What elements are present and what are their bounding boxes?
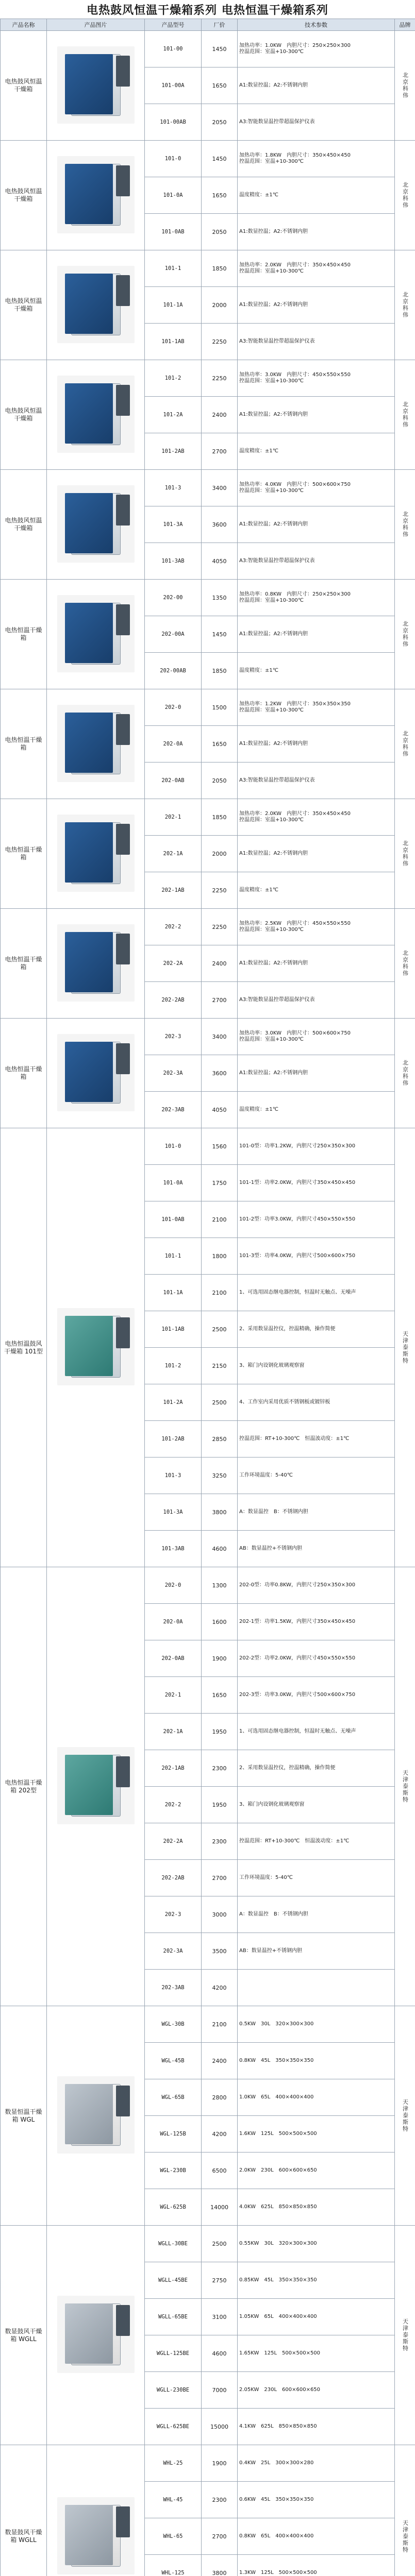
tech-spec: 2、采用数显温控仪，控温精确，操作简便 — [238, 1311, 395, 1348]
factory-price: 2050 — [202, 214, 238, 250]
factory-price: 2100 — [202, 1201, 238, 1238]
factory-price: 2500 — [202, 2226, 238, 2262]
model-number: 202-0A — [145, 726, 202, 762]
brand: 天津泰斯特 — [395, 2445, 415, 2576]
product-image-cell — [47, 31, 145, 141]
oven-product-image — [57, 705, 135, 782]
factory-price: 2400 — [202, 945, 238, 982]
product-image-cell — [47, 580, 145, 689]
factory-price: 1650 — [202, 726, 238, 762]
factory-price: 1800 — [202, 1238, 238, 1275]
factory-price: 2800 — [202, 2079, 238, 2116]
product-image-cell — [47, 799, 145, 909]
table-row — [1, 689, 415, 726]
tech-spec: A3:智能数显温控带超温保护仪表 — [238, 543, 395, 580]
product-name: 电热鼓风恒温干燥箱 — [1, 470, 47, 580]
header-spec: 技术参数 — [238, 19, 395, 31]
tech-spec: 2、采用数显温控仪，控温精确，操作简便 — [238, 1750, 395, 1787]
model-number: 202-3AB — [145, 1970, 202, 2006]
model-number: 202-1AB — [145, 872, 202, 909]
factory-price: 2000 — [202, 287, 238, 324]
tech-spec: 1、可选用固态继电器控制，恒温时无触点、无噪声 — [238, 1714, 395, 1750]
tech-spec: A1:数显控温；A2:不锈钢内胆 — [238, 287, 395, 324]
tech-spec: 加热功率：2.5KW 内胆尺寸：450×550×550 控温范围：室温+10-300℃ — [238, 909, 395, 945]
tech-spec: 控温范围：RT+10-300℃ 恒温波动度：±1℃ — [238, 1421, 395, 1458]
model-number: WHL-65 — [145, 2518, 202, 2555]
table-row — [1, 2445, 415, 2482]
factory-price: 1900 — [202, 2445, 238, 2482]
model-number: WHL-125 — [145, 2555, 202, 2576]
tech-spec: A3:智能数显温控带超温保护仪表 — [238, 982, 395, 1019]
tech-spec: 加热功率：2.0KW 内胆尺寸：350×450×450 控温范围：室温+10-300℃ — [238, 250, 395, 287]
model-number: 202-0 — [145, 1567, 202, 1604]
factory-price: 3400 — [202, 470, 238, 506]
brand: 北京科伟 — [395, 580, 415, 689]
factory-price: 4600 — [202, 2335, 238, 2372]
tech-spec: A1:数显控温；A2:不锈钢内胆 — [238, 945, 395, 982]
model-number: WGLL-125BE — [145, 2335, 202, 2372]
factory-price: 2000 — [202, 836, 238, 872]
tech-spec: A：数显温控 B：不锈钢内胆 — [238, 1494, 395, 1531]
model-number: 202-00AB — [145, 653, 202, 689]
tech-spec: A1:数显控温；A2:不锈钢内胆 — [238, 616, 395, 653]
tech-spec: 加热功率：3.0KW 内胆尺寸：450×550×550 控温范围：室温+10-300℃ — [238, 360, 395, 397]
product-image-cell — [47, 470, 145, 580]
tech-spec: AB：数显温控+不锈钢内胆 — [238, 1531, 395, 1567]
tech-spec: 加热功率：3.0KW 内胆尺寸：500×600×750 控温范围：室温+10-300℃ — [238, 1019, 395, 1055]
factory-price: 4050 — [202, 1092, 238, 1128]
product-name: 数显鼓风干燥箱 WGLL — [1, 2445, 47, 2576]
tech-spec: A1:数显控温；A2:不锈钢内胆 — [238, 836, 395, 872]
product-name: 电热恒温鼓风干燥箱 101型 — [1, 1128, 47, 1567]
model-number: WGLL-65BE — [145, 2299, 202, 2335]
factory-price: 2700 — [202, 2518, 238, 2555]
tech-spec: A1:数显控温；A2:不锈钢内胆 — [238, 1055, 395, 1092]
model-number: 202-1AB — [145, 1750, 202, 1787]
product-name: 电热恒温干燥箱 — [1, 799, 47, 909]
factory-price: 1850 — [202, 653, 238, 689]
brand: 天津泰斯特 — [395, 1128, 415, 1567]
model-number: 202-00 — [145, 580, 202, 616]
table-row — [1, 1567, 415, 1604]
model-number: 101-3AB — [145, 543, 202, 580]
tech-spec: 温度精度：±1℃ — [238, 653, 395, 689]
factory-price: 15000 — [202, 2409, 238, 2445]
model-number: 101-00 — [145, 31, 202, 67]
model-number: WGL-625B — [145, 2189, 202, 2226]
model-number: 202-2 — [145, 1787, 202, 1823]
tech-spec: 温度精度：±1℃ — [238, 433, 395, 470]
model-number: 101-2A — [145, 1384, 202, 1421]
model-number: 202-1A — [145, 836, 202, 872]
tech-spec: 加热功率：0.8KW 内胆尺寸：250×250×300 控温范围：室温+10-300℃ — [238, 580, 395, 616]
oven-product-image — [57, 485, 135, 563]
tech-spec: 控温范围：RT+10-300℃ 恒温波动度：±1℃ — [238, 1823, 395, 1860]
tech-spec: 2.05KW 230L 600×600×650 — [238, 2372, 395, 2409]
product-table — [0, 19, 415, 2576]
tech-spec: 0.85KW 45L 350×350×350 — [238, 2262, 395, 2299]
factory-price: 2100 — [202, 2006, 238, 2043]
tech-spec: 加热功率：2.0KW 内胆尺寸：350×450×450 控温范围：室温+10-300℃ — [238, 799, 395, 836]
product-image-cell — [47, 909, 145, 1019]
product-image-cell — [47, 1128, 145, 1567]
factory-price: 3800 — [202, 2555, 238, 2576]
product-name: 电热鼓风恒温干燥箱 — [1, 141, 47, 250]
model-number: 202-3 — [145, 1896, 202, 1933]
factory-price: 2250 — [202, 909, 238, 945]
table-row — [1, 1019, 415, 1055]
tech-spec — [238, 1970, 395, 2006]
brand: 天津泰斯特 — [395, 1567, 415, 2006]
factory-price: 1950 — [202, 1787, 238, 1823]
factory-price: 1850 — [202, 250, 238, 287]
tech-spec: 101-3型：功率4.0KW，内胆尺寸500×600×750 — [238, 1238, 395, 1275]
brand: 北京科伟 — [395, 470, 415, 580]
product-name: 电热鼓风恒温干燥箱 — [1, 31, 47, 141]
factory-price: 2250 — [202, 360, 238, 397]
tech-spec: 1.05KW 65L 400×400×400 — [238, 2299, 395, 2335]
product-image-cell — [47, 2226, 145, 2445]
tech-spec: AB：数显温控+不锈钢内胆 — [238, 1933, 395, 1970]
factory-price: 1600 — [202, 1604, 238, 1640]
factory-price: 1650 — [202, 177, 238, 214]
model-number: 101-0 — [145, 1128, 202, 1165]
brand: 北京科伟 — [395, 360, 415, 470]
product-image-cell — [47, 2006, 145, 2226]
brand: 北京科伟 — [395, 141, 415, 250]
table-row — [1, 909, 415, 945]
factory-price: 1300 — [202, 1567, 238, 1604]
tech-spec: 202-3型：功率3.0KW，内胆尺寸500×600×750 — [238, 1677, 395, 1714]
model-number: 202-1A — [145, 1714, 202, 1750]
factory-price: 3100 — [202, 2299, 238, 2335]
factory-price: 3400 — [202, 1019, 238, 1055]
model-number: 101-00AB — [145, 104, 202, 141]
product-image-cell — [47, 1567, 145, 2006]
model-number: WGL-45B — [145, 2043, 202, 2079]
model-number: 202-3AB — [145, 1092, 202, 1128]
model-number: 202-2A — [145, 1823, 202, 1860]
model-number: 101-2 — [145, 360, 202, 397]
brand: 北京科伟 — [395, 909, 415, 1019]
product-image-cell — [47, 689, 145, 799]
model-number: 101-1A — [145, 287, 202, 324]
header-name: 产品名称 — [1, 19, 47, 31]
factory-price: 2400 — [202, 2043, 238, 2079]
factory-price: 3800 — [202, 1494, 238, 1531]
tech-spec: 1.65KW 125L 500×500×500 — [238, 2335, 395, 2372]
model-number: WGLL-625BE — [145, 2409, 202, 2445]
tech-spec: A1:数显控温；A2:不锈钢内胆 — [238, 67, 395, 104]
model-number: 101-1 — [145, 250, 202, 287]
model-number: 101-1A — [145, 1275, 202, 1311]
table-row — [1, 2226, 415, 2262]
product-image-cell — [47, 1019, 145, 1128]
factory-price: 14000 — [202, 2189, 238, 2226]
model-number: WGLL-30BE — [145, 2226, 202, 2262]
model-number: 101-2AB — [145, 433, 202, 470]
table-header-row — [1, 19, 415, 31]
factory-price: 1450 — [202, 31, 238, 67]
model-number: 101-3 — [145, 1458, 202, 1494]
model-number: 101-0A — [145, 177, 202, 214]
brand: 北京科伟 — [395, 250, 415, 360]
model-number: 101-2AB — [145, 1421, 202, 1458]
oven-product-image — [57, 1747, 135, 1824]
model-number: 202-0AB — [145, 1640, 202, 1677]
model-number: 101-0 — [145, 141, 202, 177]
tech-spec: A1:数显控温；A2:不锈钢内胆 — [238, 214, 395, 250]
oven-product-image — [57, 2296, 135, 2373]
tech-spec: 0.8KW 45L 350×350×350 — [238, 2043, 395, 2079]
tech-spec: A1:数显控温；A2:不锈钢内胆 — [238, 726, 395, 762]
product-name: 电热恒温干燥箱 — [1, 689, 47, 799]
tech-spec: 101-1型：功率2.0KW，内胆尺寸350×450×450 — [238, 1165, 395, 1201]
tech-spec: 1、可选用固态继电器控制，恒温时无触点、无噪声 — [238, 1275, 395, 1311]
product-name: 电热鼓风恒温干燥箱 — [1, 250, 47, 360]
product-name: 电热恒温干燥箱 — [1, 580, 47, 689]
table-row — [1, 141, 415, 177]
model-number: WGL-65B — [145, 2079, 202, 2116]
model-number: 101-0AB — [145, 1201, 202, 1238]
model-number: WGLL-45BE — [145, 2262, 202, 2299]
tech-spec: A：数显温控 B：不锈钢内胆 — [238, 1896, 395, 1933]
tech-spec: 温度精度：±1℃ — [238, 872, 395, 909]
brand: 北京科伟 — [395, 799, 415, 909]
model-number: 202-2 — [145, 909, 202, 945]
product-image-cell — [47, 250, 145, 360]
oven-product-image — [57, 266, 135, 343]
model-number: WGL-125B — [145, 2116, 202, 2153]
model-number: WGLL-230BE — [145, 2372, 202, 2409]
factory-price: 3600 — [202, 506, 238, 543]
model-number: 202-3 — [145, 1019, 202, 1055]
tech-spec: A3:智能数显温控带超温保护仪表 — [238, 324, 395, 360]
tech-spec: 4.0KW 625L 850×850×850 — [238, 2189, 395, 2226]
factory-price: 1450 — [202, 616, 238, 653]
model-number: 202-0A — [145, 1604, 202, 1640]
model-number: 101-0A — [145, 1165, 202, 1201]
tech-spec: 0.6KW 45L 350×350×350 — [238, 2482, 395, 2518]
factory-price: 2250 — [202, 324, 238, 360]
table-row — [1, 2006, 415, 2043]
tech-spec: 0.55KW 30L 320×300×300 — [238, 2226, 395, 2262]
model-number: 202-2AB — [145, 982, 202, 1019]
model-number: 202-0AB — [145, 762, 202, 799]
factory-price: 2500 — [202, 1384, 238, 1421]
tech-spec: 工作环境温度：5-40℃ — [238, 1860, 395, 1896]
tech-spec: 3、箱门内设钢化玻璃观察窗 — [238, 1348, 395, 1384]
tech-spec: 1.6KW 125L 500×500×500 — [238, 2116, 395, 2153]
tech-spec: A3:智能数显温控带超温保护仪表 — [238, 104, 395, 141]
factory-price: 1450 — [202, 141, 238, 177]
model-number: 202-3A — [145, 1933, 202, 1970]
model-number: 202-00A — [145, 616, 202, 653]
factory-price: 2700 — [202, 1860, 238, 1896]
factory-price: 1900 — [202, 1640, 238, 1677]
tech-spec: 温度精度：±1℃ — [238, 177, 395, 214]
header-brand: 品牌 — [395, 19, 415, 31]
oven-product-image — [57, 815, 135, 892]
factory-price: 1350 — [202, 580, 238, 616]
model-number: WGL-230B — [145, 2153, 202, 2189]
header-model: 产品型号 — [145, 19, 202, 31]
factory-price: 2250 — [202, 872, 238, 909]
factory-price: 2700 — [202, 982, 238, 1019]
factory-price: 2150 — [202, 1348, 238, 1384]
brand: 天津泰斯特 — [395, 2226, 415, 2445]
model-number: 202-1 — [145, 799, 202, 836]
oven-product-image — [57, 156, 135, 233]
table-row — [1, 799, 415, 836]
factory-price: 4050 — [202, 543, 238, 580]
tech-spec: 202-2型：功率2.0KW，内胆尺寸450×550×550 — [238, 1640, 395, 1677]
model-number: WHL-45 — [145, 2482, 202, 2518]
factory-price: 2700 — [202, 433, 238, 470]
tech-spec: 0.8KW 65L 400×400×400 — [238, 2518, 395, 2555]
factory-price: 1500 — [202, 689, 238, 726]
tech-spec: 3、箱门内设钢化玻璃观察窗 — [238, 1787, 395, 1823]
model-number: 101-1AB — [145, 1311, 202, 1348]
product-name: 电热恒温干燥箱 — [1, 909, 47, 1019]
tech-spec: 0.5KW 30L 320×300×300 — [238, 2006, 395, 2043]
header-image: 产品图片 — [47, 19, 145, 31]
factory-price: 2400 — [202, 397, 238, 433]
table-row — [1, 1128, 415, 1165]
tech-spec: 202-0型：功率0.8KW，内胆尺寸250×350×300 — [238, 1567, 395, 1604]
product-name: 电热鼓风恒温干燥箱 — [1, 360, 47, 470]
product-name: 数显恒温干燥箱 WGL — [1, 2006, 47, 2226]
tech-spec: 4、工作室内采用优质不锈钢板或镀锌板 — [238, 1384, 395, 1421]
model-number: WHL-25 — [145, 2445, 202, 2482]
brand: 北京科伟 — [395, 1019, 415, 1128]
table-row — [1, 470, 415, 506]
factory-price: 3500 — [202, 1933, 238, 1970]
factory-price: 2050 — [202, 104, 238, 141]
tech-spec: 1.0KW 65L 400×400×400 — [238, 2079, 395, 2116]
tech-spec: A3:智能数显温控带超温保护仪表 — [238, 762, 395, 799]
factory-price: 4200 — [202, 1970, 238, 2006]
factory-price: 2500 — [202, 1311, 238, 1348]
model-number: 101-3 — [145, 470, 202, 506]
tech-spec: 2.0KW 230L 600×600×650 — [238, 2153, 395, 2189]
factory-price: 6500 — [202, 2153, 238, 2189]
brand: 北京科伟 — [395, 689, 415, 799]
factory-price: 1650 — [202, 1677, 238, 1714]
product-name: 数显鼓风干燥箱 WGLL — [1, 2226, 47, 2445]
factory-price: 3250 — [202, 1458, 238, 1494]
factory-price: 2300 — [202, 1750, 238, 1787]
model-number: WGL-30B — [145, 2006, 202, 2043]
factory-price: 1750 — [202, 1165, 238, 1201]
model-number: 202-3A — [145, 1055, 202, 1092]
oven-product-image — [57, 924, 135, 1002]
model-number: 101-1AB — [145, 324, 202, 360]
table-body — [1, 31, 415, 2576]
tech-spec: A1:数显控温；A2:不锈钢内胆 — [238, 506, 395, 543]
factory-price: 3000 — [202, 1896, 238, 1933]
tech-spec: A1:数显控温；A2:不锈钢内胆 — [238, 397, 395, 433]
model-number: 101-2 — [145, 1348, 202, 1384]
tech-spec: 0.4KW 25L 300×300×280 — [238, 2445, 395, 2482]
table-row — [1, 250, 415, 287]
factory-price: 3600 — [202, 1055, 238, 1092]
oven-product-image — [57, 1034, 135, 1111]
tech-spec: 工作环境温度：5-40℃ — [238, 1458, 395, 1494]
tech-spec: 101-0型：功率1.2KW，内胆尺寸250×350×300 — [238, 1128, 395, 1165]
product-name: 电热恒温干燥箱 202型 — [1, 1567, 47, 2006]
brand: 北京科伟 — [395, 31, 415, 141]
model-number: 101-1 — [145, 1238, 202, 1275]
model-number: 202-1 — [145, 1677, 202, 1714]
model-number: 202-0 — [145, 689, 202, 726]
factory-price: 2100 — [202, 1275, 238, 1311]
oven-product-image — [57, 46, 135, 124]
factory-price: 7000 — [202, 2372, 238, 2409]
oven-product-image — [57, 376, 135, 453]
factory-price: 1850 — [202, 799, 238, 836]
product-name: 电热恒温干燥箱 — [1, 1019, 47, 1128]
tech-spec: 加热功率：1.8KW 内胆尺寸：350×450×450 控温范围：室温+10-300℃ — [238, 141, 395, 177]
oven-product-image — [57, 595, 135, 672]
tech-spec: 1.3KW 125L 500×500×500 — [238, 2555, 395, 2576]
factory-price: 4200 — [202, 2116, 238, 2153]
tech-spec: 温度精度：±1℃ — [238, 1092, 395, 1128]
tech-spec: 101-2型：功率3.0KW，内胆尺寸450×550×550 — [238, 1201, 395, 1238]
oven-product-image — [57, 1308, 135, 1385]
model-number: 202-2AB — [145, 1860, 202, 1896]
model-number: 101-2A — [145, 397, 202, 433]
tech-spec: 加热功率：1.2KW 内胆尺寸：350×350×350 控温范围：室温+10-300℃ — [238, 689, 395, 726]
oven-product-image — [57, 2076, 135, 2154]
product-image-cell — [47, 141, 145, 250]
factory-price: 1560 — [202, 1128, 238, 1165]
factory-price: 2050 — [202, 762, 238, 799]
model-number: 101-3A — [145, 1494, 202, 1531]
product-image-cell — [47, 360, 145, 470]
factory-price: 2300 — [202, 2482, 238, 2518]
model-number: 101-3AB — [145, 1531, 202, 1567]
oven-product-image — [57, 2497, 135, 2574]
factory-price: 4600 — [202, 1531, 238, 1567]
page-title: 电热鼓风恒温干燥箱系列 电热恒温干燥箱系列 — [87, 3, 328, 17]
tech-spec: 4.1KW 625L 850×850×850 — [238, 2409, 395, 2445]
model-number: 101-00A — [145, 67, 202, 104]
brand: 天津泰斯特 — [395, 2006, 415, 2226]
factory-price: 1950 — [202, 1714, 238, 1750]
tech-spec: 202-1型：功率1.5KW，内胆尺寸350×450×450 — [238, 1604, 395, 1640]
table-row — [1, 580, 415, 616]
model-number: 101-0AB — [145, 214, 202, 250]
product-image-cell — [47, 2445, 145, 2576]
factory-price: 1650 — [202, 67, 238, 104]
title-bar — [0, 0, 415, 19]
header-price: 厂价 — [202, 19, 238, 31]
factory-price: 2300 — [202, 1823, 238, 1860]
table-row — [1, 360, 415, 397]
model-number: 101-3A — [145, 506, 202, 543]
table-row — [1, 31, 415, 67]
tech-spec: 加热功率：4.0KW 内胆尺寸：500×600×750 控温范围：室温+10-300℃ — [238, 470, 395, 506]
model-number: 202-2A — [145, 945, 202, 982]
factory-price: 2850 — [202, 1421, 238, 1458]
factory-price: 2750 — [202, 2262, 238, 2299]
tech-spec: 加热功率：1.0KW 内胆尺寸：250×250×300 控温范围：室温+10-300℃ — [238, 31, 395, 67]
